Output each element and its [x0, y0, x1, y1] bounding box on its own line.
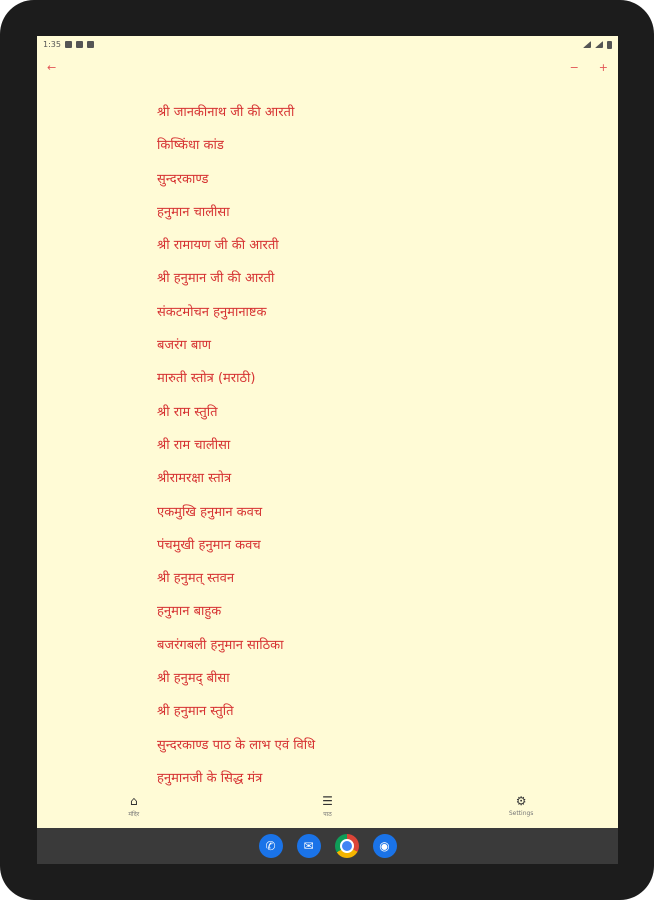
- list-item[interactable]: हनुमान बाहुक: [157, 604, 222, 620]
- sim-icon: [76, 41, 83, 48]
- list-item[interactable]: हनुमानजी के सिद्ध मंत्र: [157, 770, 263, 786]
- phone-icon: ✆: [265, 839, 276, 853]
- nav-label-home: मंदिर: [128, 811, 140, 818]
- nav-item-settings[interactable]: [461, 791, 581, 817]
- phone-app-button[interactable]: [259, 834, 283, 858]
- status-bar: [37, 36, 618, 53]
- bottom-nav: [37, 791, 618, 828]
- system-dock: [37, 828, 618, 864]
- list-item[interactable]: सुन्दरकाण्ड: [157, 171, 209, 187]
- screen: [37, 36, 618, 864]
- list-item[interactable]: श्री हनुमान जी की आरती: [157, 271, 275, 287]
- status-left: [43, 40, 94, 49]
- list-icon: ☰: [322, 794, 333, 808]
- list-item[interactable]: श्री हनुमद् बीसा: [157, 671, 230, 687]
- list-item[interactable]: पंचमुखी हनुमान कवच: [157, 537, 261, 553]
- list-item[interactable]: श्री हनुमत् स्तवन: [157, 571, 235, 587]
- nav-item-list[interactable]: [267, 791, 387, 818]
- wifi-icon: [583, 41, 591, 48]
- camera-icon: ◉: [379, 839, 390, 853]
- list-item[interactable]: श्री जानकीनाथ जी की आरती: [157, 105, 295, 120]
- list-item[interactable]: किष्किंधा कांड: [157, 138, 224, 154]
- nav-label-list: पाठ: [323, 811, 332, 818]
- zoom-out-button[interactable]: −: [569, 60, 579, 74]
- nav-label-settings: Settings: [508, 810, 534, 817]
- list-item[interactable]: संकटमोचन हनुमानाष्टक: [157, 304, 267, 320]
- back-arrow-icon[interactable]: ←: [47, 60, 57, 74]
- camera-app-button[interactable]: [373, 834, 397, 858]
- app-bar: [37, 53, 618, 81]
- notification-icon: [65, 41, 72, 48]
- content-list: [157, 96, 315, 795]
- zoom-controls: [570, 61, 608, 74]
- home-icon: ⌂: [130, 794, 138, 808]
- list-item[interactable]: एकमुखि हनुमान कवच: [157, 504, 263, 520]
- status-time: 1:35: [43, 40, 61, 49]
- list-item[interactable]: श्रीरामरक्षा स्तोत्र: [157, 471, 232, 487]
- list-item[interactable]: बजरंग बाण: [157, 338, 212, 354]
- list-item[interactable]: मारुती स्तोत्र (मराठी): [157, 371, 256, 387]
- storage-icon: [87, 41, 94, 48]
- list-item[interactable]: सुन्दरकाण्ड पाठ के लाभ एवं विधि: [157, 737, 316, 753]
- battery-icon: [607, 41, 612, 49]
- list-item[interactable]: हनुमान चालीसा: [157, 204, 230, 220]
- list-item[interactable]: श्री रामायण जी की आरती: [157, 238, 279, 254]
- chrome-icon: [340, 839, 354, 853]
- nav-item-home[interactable]: [74, 791, 194, 818]
- list-item[interactable]: श्री हनुमान स्तुति: [157, 704, 234, 720]
- list-item[interactable]: श्री राम स्तुति: [157, 404, 218, 420]
- list-item[interactable]: श्री राम चालीसा: [157, 437, 231, 453]
- gear-icon: ⚙: [515, 794, 527, 808]
- status-right: [583, 41, 612, 49]
- messages-app-button[interactable]: [297, 834, 321, 858]
- zoom-in-button[interactable]: +: [598, 60, 608, 74]
- list-item[interactable]: बजरंगबली हनुमान साठिका: [157, 637, 284, 653]
- messages-icon: ✉: [303, 839, 314, 853]
- chrome-app-button[interactable]: [335, 834, 359, 858]
- signal-icon: [595, 41, 603, 48]
